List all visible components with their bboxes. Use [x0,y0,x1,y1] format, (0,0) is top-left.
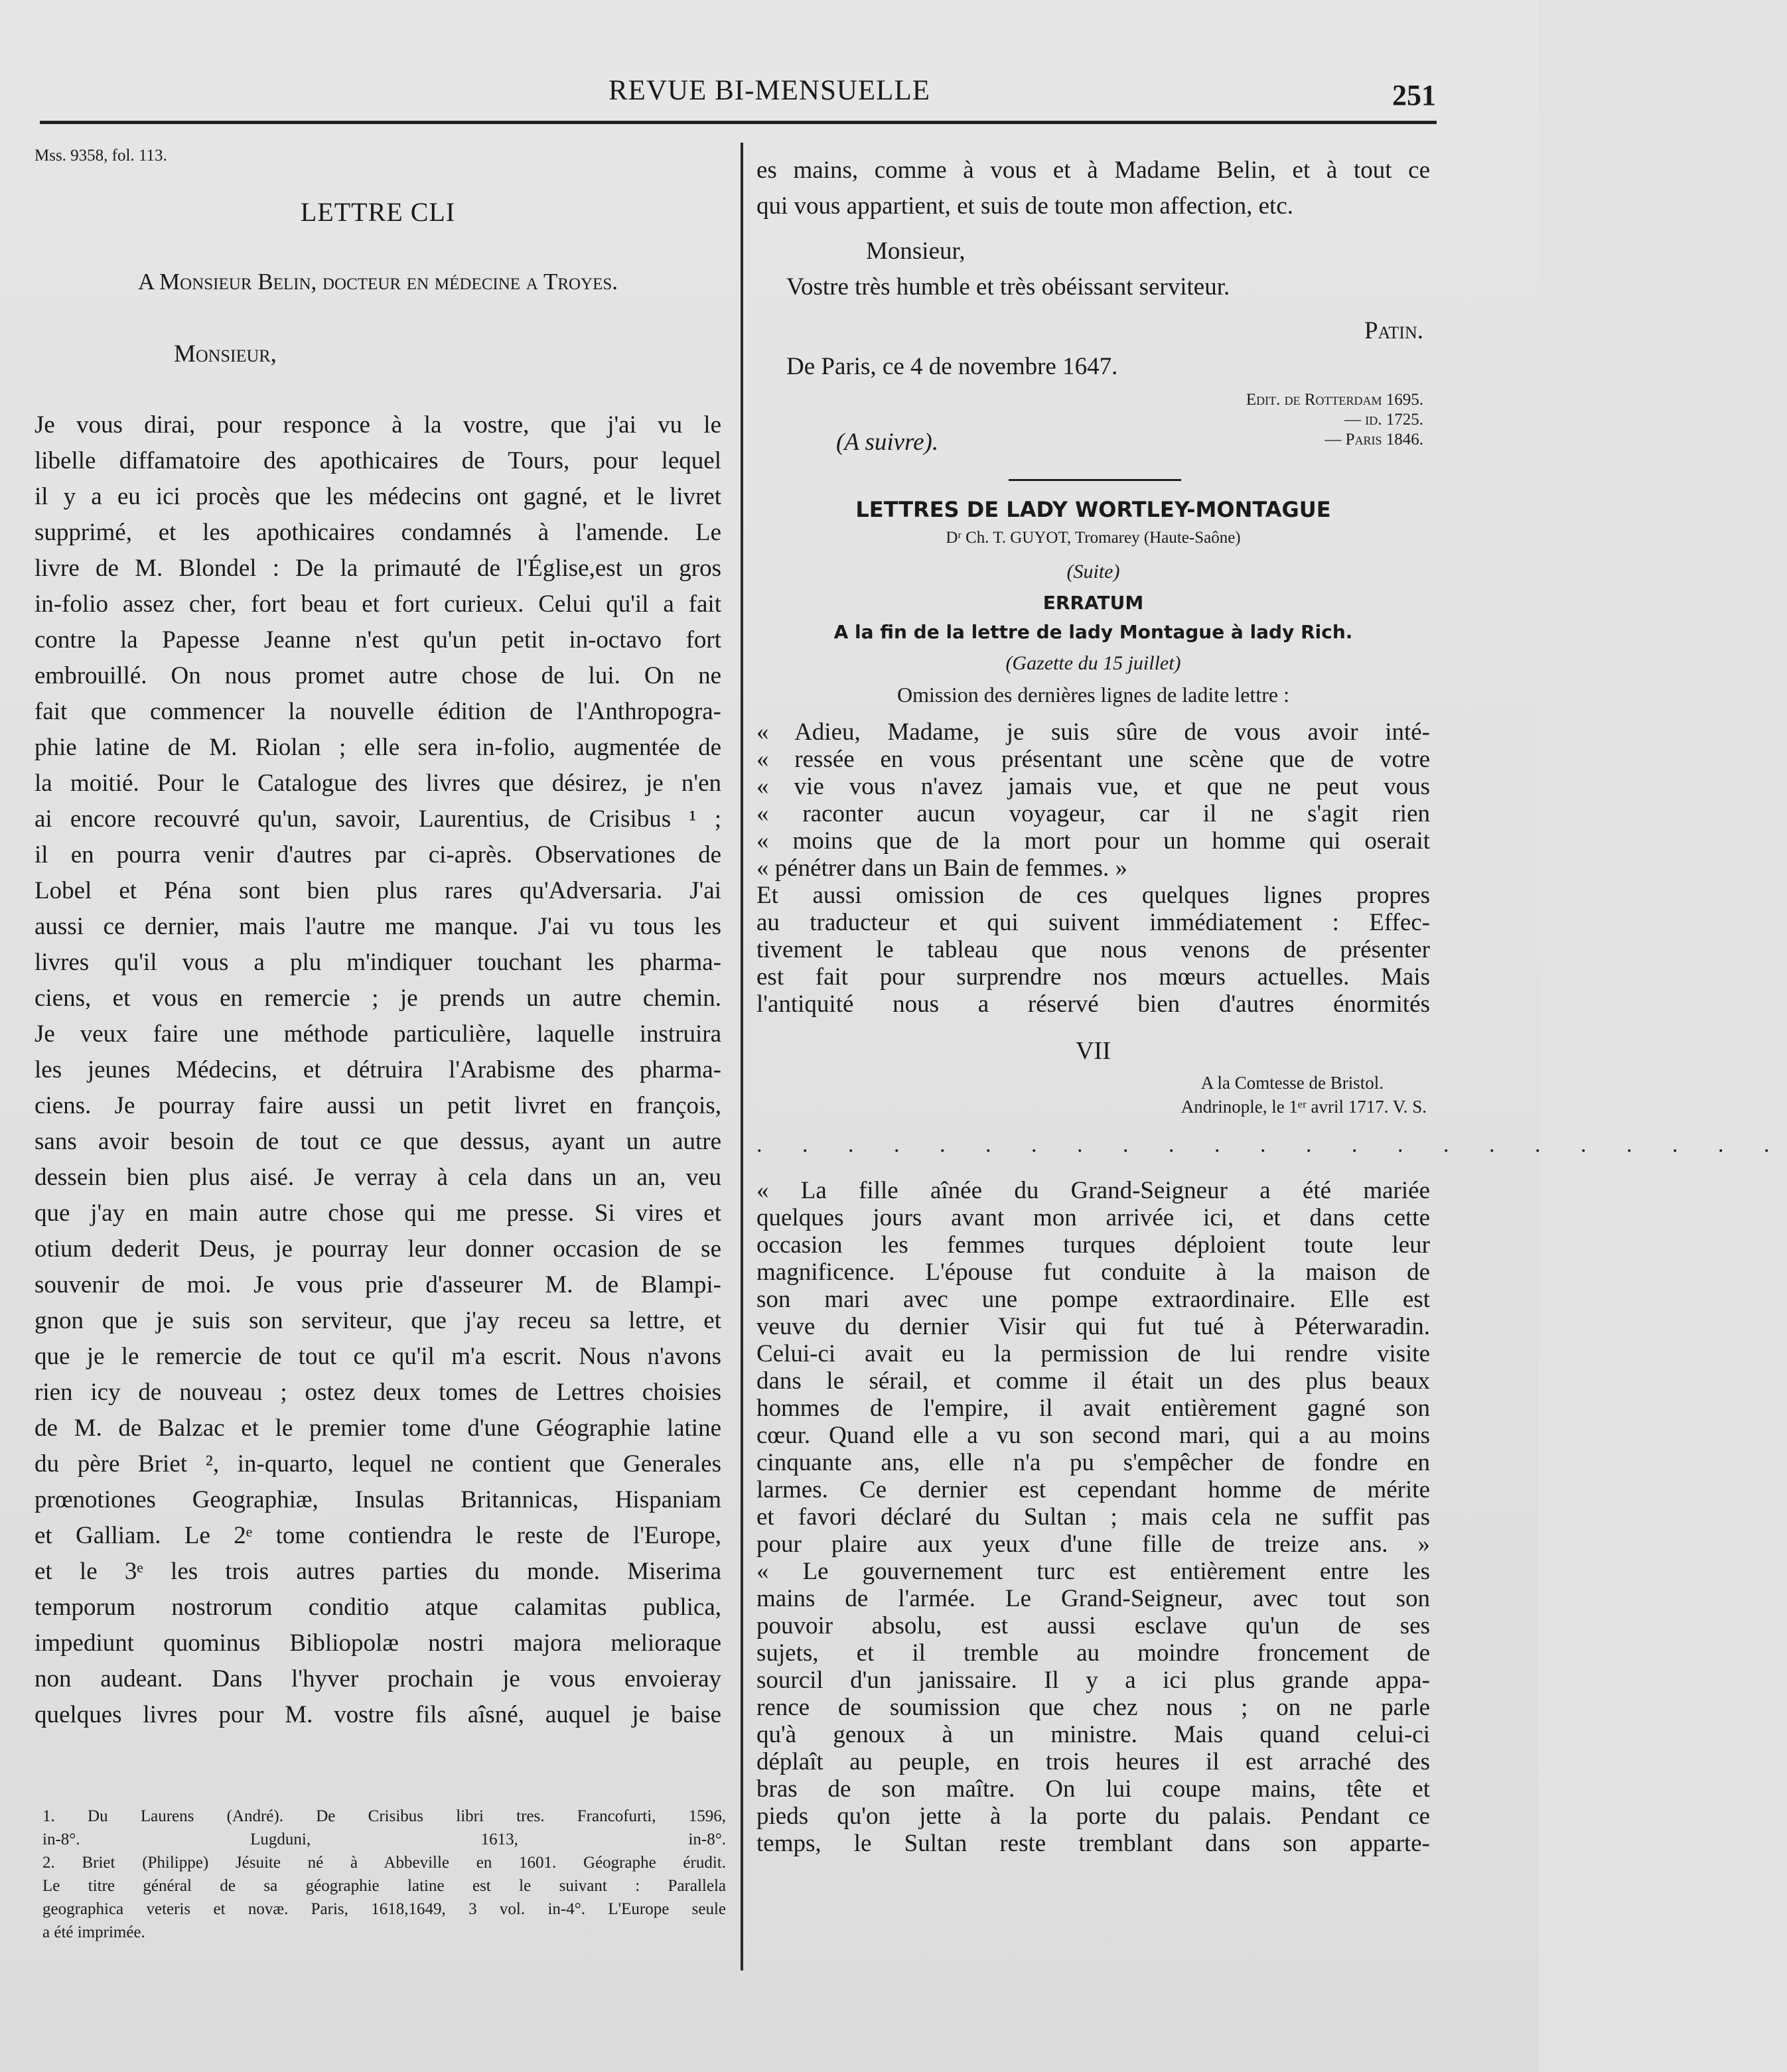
letter-line: cœur. Quand elle a vu son second mari, qui a au moins [756,1422,1430,1449]
letter-line: pour plaire aux yeux d'une fille de treize ans. » [756,1531,1430,1558]
letter-line: quelques jours avant mon arrivée ici, et dans cette [756,1204,1430,1231]
letter-number: VII [1076,1037,1111,1065]
body-line: et le 3ᵉ les trois autres parties du monde. Miserima [35,1558,721,1585]
body-line: Je veux faire une méthode particulière, laquelle instruira [35,1020,721,1048]
letter-line: son mari avec une pompe extraordinaire. Elle est [756,1286,1430,1313]
body-line: que j'ay en main autre chose qui me presse. Si vires et [35,1200,721,1227]
body-line: livres qu'il vous a plu m'indiquer touchant les pharma- [35,949,721,976]
edition-line: — Paris 1846. [1324,431,1423,449]
translator-note [756,882,1430,1018]
body-line: ai encore recouvré qu'un, savoir, Laurentius, de Crisibus ¹ ; [35,805,721,833]
letter-line: sujets, et il tremble au moindre froncement de [756,1639,1430,1667]
quote-line: « raconter aucun voyageur, car il ne s'agit rien [756,800,1430,827]
body-line: qui vous appartient, et suis de toute mon affection, etc. [756,192,1293,220]
running-header: REVUE BI-MENSUELLE [608,75,930,106]
letter-text [756,1177,1430,1857]
quote-line: « pénétrer dans un Bain de femmes. » [756,855,1127,882]
letter-place-date: Andrinople, le 1ᵉʳ avril 1717. V. S. [1180,1097,1427,1117]
continue-note: (A suivre). [836,429,939,456]
footnote-line: 1. Du Laurens (André). De Crisibus libri tres. Francofurti, 1596, [42,1807,726,1825]
edition-line: Edit. de Rotterdam 1695. [1246,391,1423,409]
letter-line: cinquante ans, elle n'a pu s'empêcher de fondre en [756,1449,1430,1476]
body-line: embrouillé. On nous promet autre chose de lui. On ne [35,662,721,689]
closing-formula: Vostre très humble et très obéissant serviteur. [786,273,1230,301]
body-line: in-folio assez cher, fort beau et fort curieux. Celui qu'il a fait [35,590,721,618]
letter-line: sourcil d'un janissaire. Il y a ici plus grande appa- [756,1667,1430,1694]
body-line: phie latine de M. Riolan ; elle sera in-folio, augmentée de [35,734,721,761]
quoted-passage [756,719,1430,882]
body-line: libelle diffamatoire des apothicaires de Tours, pour lequel [35,447,721,474]
footnote-line: a été imprimée. [42,1923,145,1941]
footnote-line: 2. Briet (Philippe) Jésuite né à Abbeville en 1601. Géographe érudit. [42,1854,726,1872]
letter-line: mains de l'armée. Le Grand-Seigneur, avec tout son [756,1585,1430,1612]
letter-line: rence de soumission que chez nous ; on ne parle [756,1694,1430,1721]
letter-line: et favori déclaré du Sultan ; mais cela ne suffit pas [756,1503,1430,1531]
quote-line: « moins que de la mort pour un homme qui oserait [756,827,1430,855]
body-line: rien icy de nouveau ; ostez deux tomes de Lettres choisies [35,1379,721,1406]
section-divider [1009,479,1181,481]
letter-body [35,407,721,1733]
page-number: 251 [1392,79,1436,111]
letter-line: « La fille aînée du Grand-Seigneur a été mariée [756,1177,1430,1204]
body-line: fait que commencer la nouvelle édition de l'Anthropogra- [35,698,721,725]
letter-line: veuve du dernier Visir qui fut tué à Péterwaradin. [756,1313,1430,1340]
body-line: es mains, comme à vous et à Madame Belin, et à tout ce [756,157,1430,184]
body-line: ciens. Je pourray faire aussi un petit livret en françois, [35,1092,721,1119]
closing-salutation: Monsieur, [866,238,965,265]
letter-line: hommes de l'empire, il avait entièrement gagné son [756,1395,1430,1422]
body-line: souvenir de moi. Je vous prie d'asseurer M. de Blampi- [35,1271,721,1298]
erratum-heading: ERRATUM [1042,592,1144,614]
body-line: il y a eu ici procès que les médecins ont gagné, et le livret [35,483,721,510]
body-line: sans avoir besoin de tout ce que dessus, ayant un autre [35,1128,721,1155]
letter-line: occasion les femmes turques déploient toute leur [756,1231,1430,1259]
body-line: temporum nostrorum conditio atque calamitas publica, [35,1594,721,1621]
letter-line: bras de son maître. On lui coupe mains, tête et [756,1775,1430,1803]
note-line: au traducteur et qui suivent immédiatement : Effec- [756,909,1430,936]
section-author: Dʳ Ch. T. GUYOT, Tromarey (Haute-Saône) [946,529,1241,547]
letter-line: dans le sérail, et comme il était un des plus beaux [756,1367,1430,1395]
body-line: prœnotiones Geographiæ, Insulas Britannicas, Hispaniam [35,1486,721,1513]
body-line: supprimé, et les apothicaires condamnés à l'amende. Le [35,519,721,546]
body-line: gnon que je suis son serviteur, que j'ay receu sa lettre, et [35,1307,721,1334]
right-column [756,136,1787,1857]
body-line: ciens, et vous en remercie ; je prends un autre chemin. [35,985,721,1012]
letter-line: pouvoir absolu, est aussi esclave qu'un de ses [756,1612,1430,1639]
letter-date: De Paris, ce 4 de novembre 1647. [786,353,1118,380]
note-line: tivement le tableau que nous venons de présenter [756,936,1430,963]
quote-line: « Adieu, Madame, je suis sûre de vous avoir inté- [756,719,1430,746]
footnotes [42,1805,726,1944]
body-line: que je le remercie de tout ce qu'il m'a escrit. Nous n'avons [35,1343,721,1370]
body-line: quelques livres pour M. vostre fils aîsné, auquel je baise [35,1701,721,1728]
erratum-subheading: A la fin de la lettre de lady Montague à lady Rich. [833,621,1353,643]
ellipsis-row: . . . . . . . . . . . . . . . . . . . . . . . [756,1133,1787,1157]
body-line: aussi ce dernier, mais l'autre me manque. J'ai vu tous les [35,913,721,940]
note-line: Et aussi omission de ces quelques lignes propres [756,882,1430,909]
letter-line: pieds qu'on jette à la porte du palais. Pendant ce [756,1803,1430,1830]
letter-recipient: A la Comtesse de Bristol. [1200,1073,1384,1093]
body-line: et Galliam. Le 2ᵉ tome contiendra le reste de l'Europe, [35,1522,721,1549]
manuscript-reference: Mss. 9358, fol. 113. [35,147,167,165]
letter-line: magnificence. L'épouse fut conduite à la maison de [756,1259,1430,1286]
body-line: Je vous dirai, pour responce à la vostre, que j'ai vu le [35,411,721,439]
letter-title: LETTRE CLI [300,197,456,227]
body-line: livre de M. Blondel : De la primauté de l'Église,est un gros [35,555,721,582]
letter-address: A Monsieur Belin, docteur en médecine a Troyes. [137,269,618,295]
body-line: non audeant. Dans l'hyver prochain je vous envoieray [35,1665,721,1692]
signature: Patin. [1364,317,1423,344]
body-line: du père Briet ², in-quarto, lequel ne contient que Generales [35,1450,721,1478]
body-line: otium dederit Deus, je pourray leur donner occasion de se [35,1235,721,1263]
note-line: l'antiquité nous a réservé bien d'autres énormités [756,991,1430,1018]
edition-line: — id. 1725. [1344,411,1423,429]
quote-line: « vie vous n'avez jamais vue, et que ne peut vous [756,773,1430,800]
letter-line: Celui-ci avait eu la permission de lui rendre visite [756,1340,1430,1367]
body-line: de M. de Balzac et le premier tome d'une Géographie latine [35,1415,721,1442]
header-rule [40,121,1437,124]
body-line: contre la Papesse Jeanne n'est qu'un petit in-octavo fort [35,626,721,654]
omission-note: Omission des dernières lignes de ladite lettre : [897,683,1289,707]
note-line: est fait pour surprendre nos mœurs actuelles. Mais [756,963,1430,991]
body-line: dessein bien plus aisé. Je verray à cela dans un an, veu [35,1164,721,1191]
letter-line: déplaît au peuple, en trois heures il est arraché des [756,1748,1430,1775]
footnote-line: Le titre général de sa géographie latine est le suivant : Parallela [42,1877,726,1895]
left-column [35,136,726,1941]
letter-line: larmes. Ce dernier est cependant homme de mérite [756,1476,1430,1503]
suite-label: (Suite) [1066,561,1120,583]
letter-line: « Le gouvernement turc est entièrement entre les [756,1558,1430,1585]
letter-line: temps, le Sultan reste tremblant dans son apparte- [756,1830,1430,1857]
gazette-reference: (Gazette du 15 juillet) [1005,652,1181,674]
letter-line: qu'à genoux à un ministre. Mais quand celui-ci [756,1721,1430,1748]
body-line: Lobel et Péna sont bien plus rares qu'Adversaria. J'ai [35,877,721,904]
body-line: la moitié. Pour le Catalogue des livres que désirez, je n'en [35,770,721,797]
letter-salutation: Monsieur, [174,340,277,368]
quote-line: « ressée en vous présentant une scène que de votre [756,746,1430,773]
footnote-line: geographica veteris et novæ. Paris, 1618,1649, 3 vol. in-4°. L'Europe seule [42,1900,726,1918]
column-divider [741,143,743,1970]
footnote-line: in-8°. Lugduni, 1613, in-8°. [42,1830,726,1848]
body-line: il en pourra venir d'autres par ci-après. Observationes de [35,841,721,868]
body-line: impediunt quominus Bibliopolæ nostri majora melioraque [35,1629,721,1657]
section-title: LETTRES DE LADY WORTLEY-MONTAGUE [855,497,1331,522]
body-line: les jeunes Médecins, et détruira l'Arabisme des pharma- [35,1056,721,1083]
